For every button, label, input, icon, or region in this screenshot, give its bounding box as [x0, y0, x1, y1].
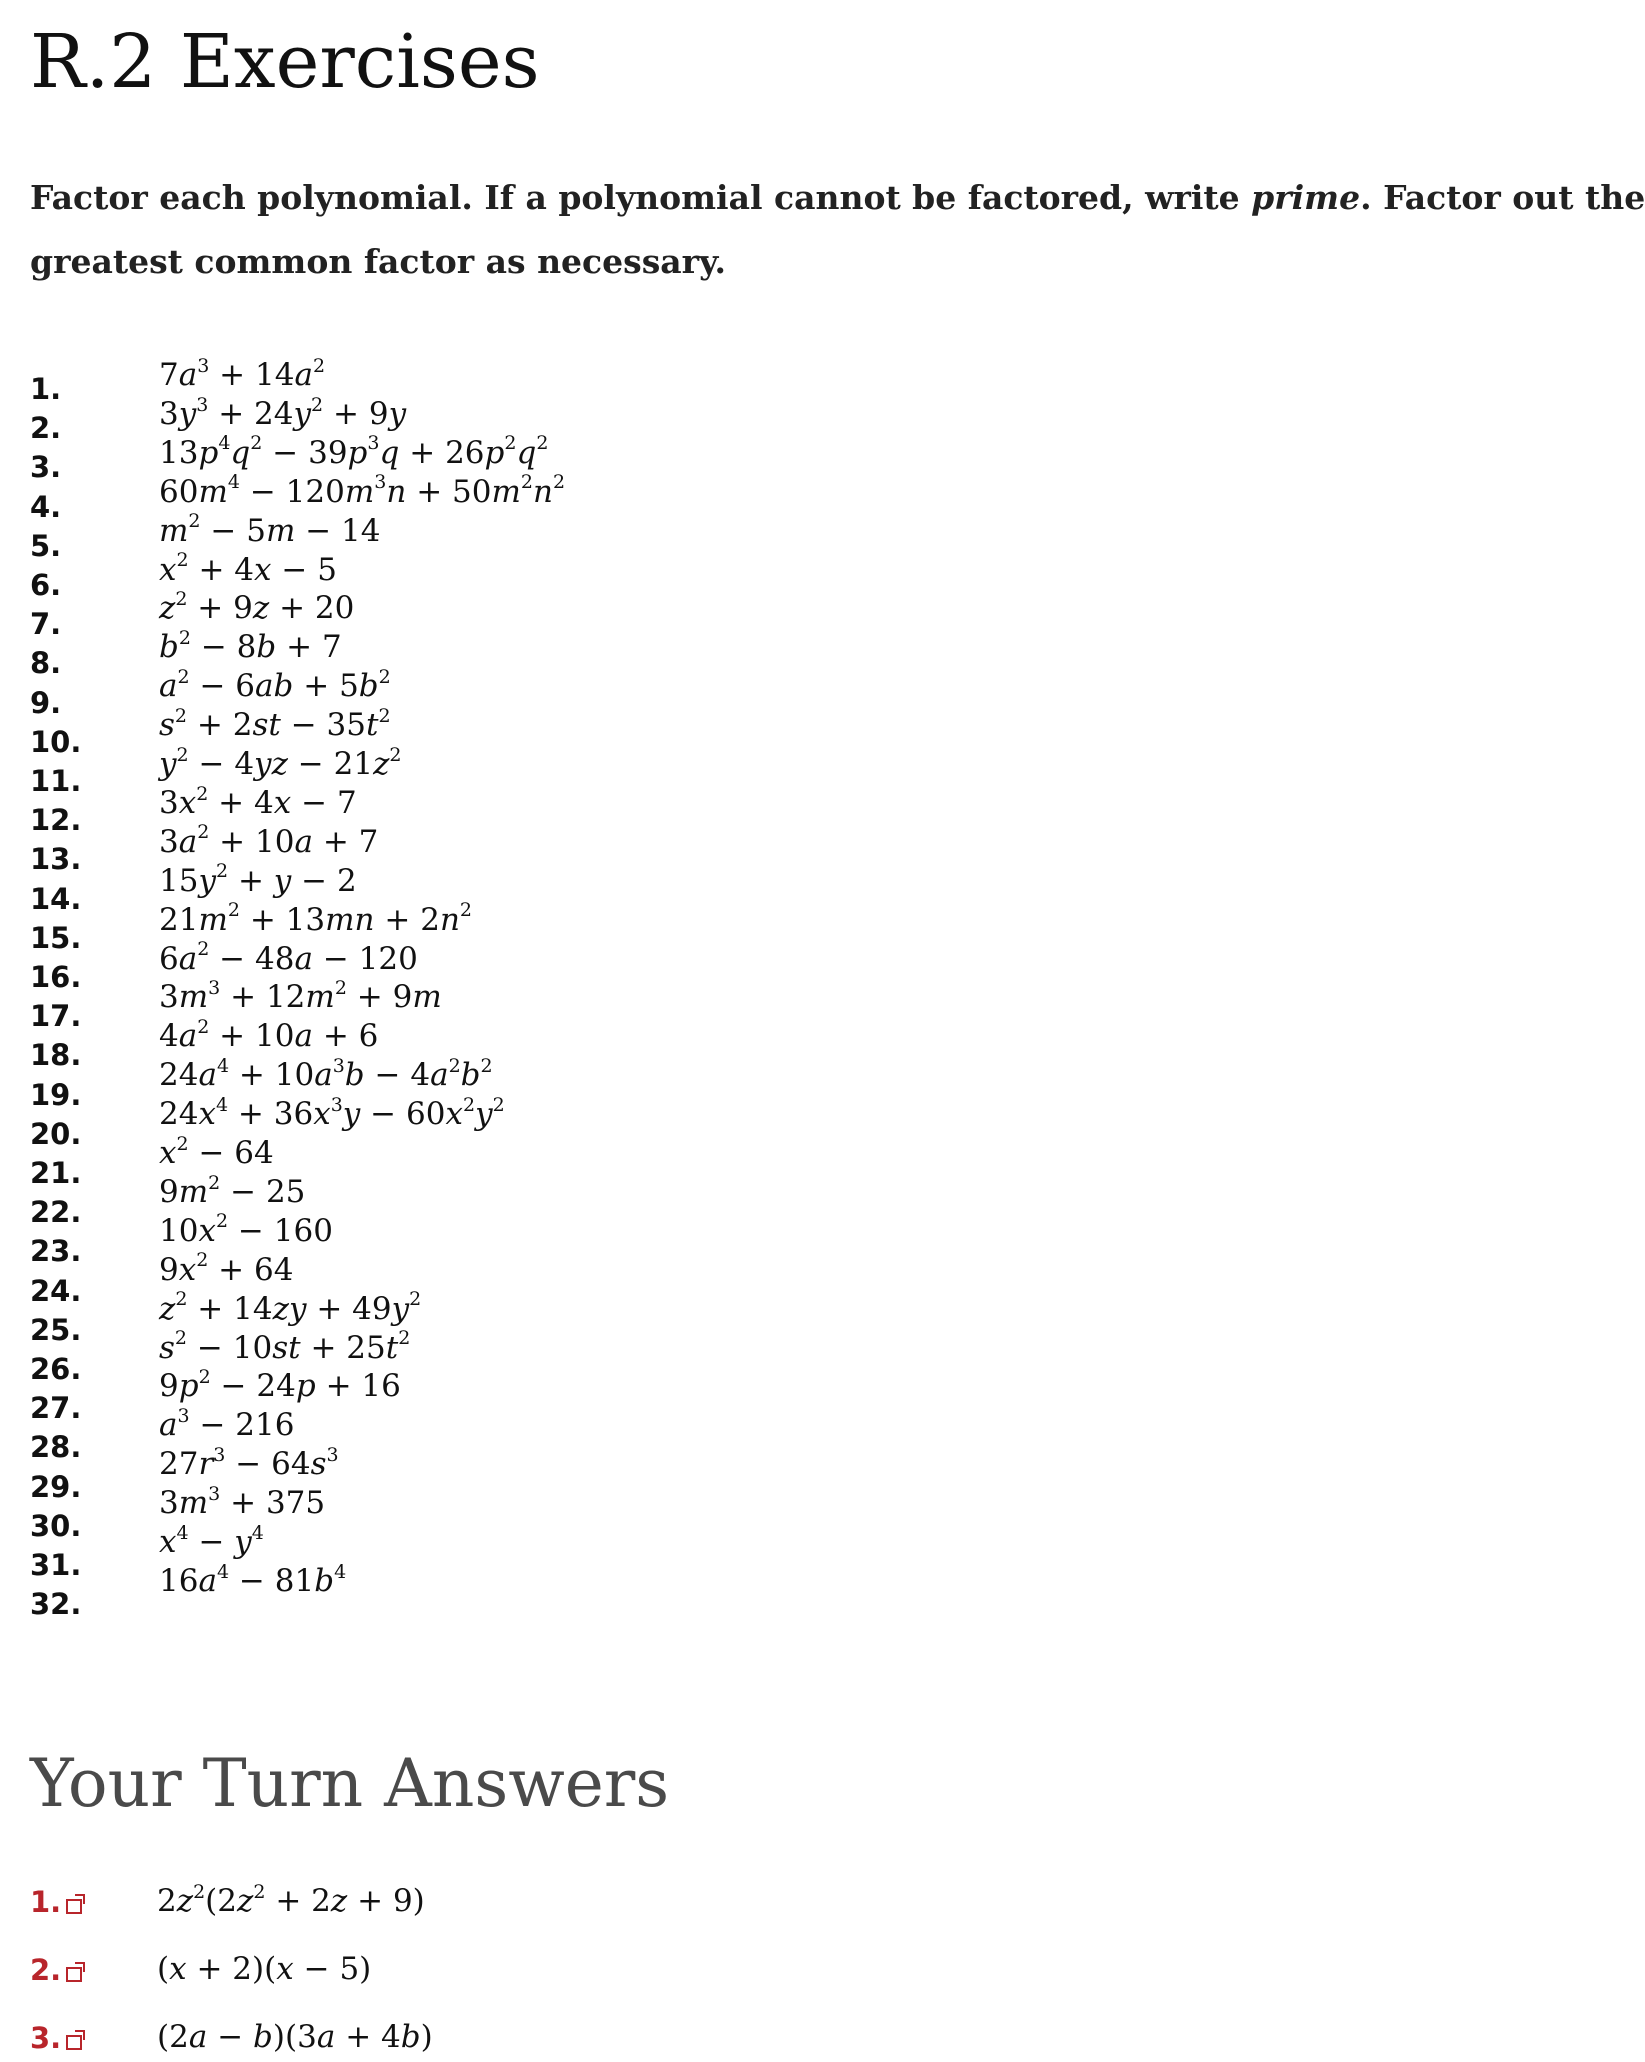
exercise-expression: $3m^3 + 12m^2 + 9m$: [159, 977, 442, 1016]
exercise-expression: $6a^2 - 48a - 120$: [159, 938, 418, 977]
exercise-expression: $24x^4 + 36x^3y - 60x^2y^2$: [159, 1093, 505, 1133]
answer-link[interactable]: [30, 1950, 82, 1990]
instructions-text-b: . Factor out the: [1360, 178, 1645, 217]
exercise-number: 10.: [30, 724, 82, 759]
exercise-list: [30, 0, 930, 1640]
exercise-number: 9.: [30, 685, 62, 720]
answer-expression: (x + 2)(x − 5): [157, 1951, 372, 1987]
answer-number: 1.: [30, 1885, 62, 1919]
exercise-number: 31.: [30, 1548, 82, 1582]
exercise-expression: $7a^3 + 14a^2$: [159, 354, 326, 393]
answer-number: 3.: [30, 2021, 62, 2055]
instructions-line-2: greatest common factor as necessary.: [30, 242, 726, 281]
exercise-expression: $s^2 - 10st + 25t^2$: [159, 1327, 411, 1366]
exercise-expression: $3x^2 + 4x - 7$: [159, 782, 357, 821]
exercise-number: 2.: [30, 411, 62, 446]
answer-expression: $2z^2(2z^2 + 2z + 9)$: [157, 1880, 425, 1919]
exercise-expression: $13p^4q^2 - 39p^3q + 26p^2q^2$: [159, 432, 549, 471]
exercise-number: 29.: [30, 1469, 82, 1504]
external-link-icon[interactable]: [64, 2030, 82, 2048]
exercise-expression: $z^2 + 14zy + 49y^2$: [159, 1288, 422, 1327]
exercise-number: 27.: [30, 1391, 82, 1426]
exercise-expression: $4a^2 + 10a + 6$: [159, 1015, 379, 1055]
exercise-number: 13.: [30, 842, 82, 877]
exercise-expression: $y^2 - 4yz - 21z^2$: [159, 743, 402, 782]
exercise-expression: $a^3 - 216$: [159, 1404, 295, 1444]
exercise-number: 5.: [30, 528, 62, 563]
answer-link[interactable]: [30, 1882, 82, 1922]
exercise-expression: $10x^2 - 160$: [159, 1210, 333, 1249]
exercise-number: 15.: [30, 920, 82, 955]
exercise-number: 16.: [30, 960, 82, 994]
exercise-number: 8.: [30, 646, 62, 681]
exercise-expression: $m^2 - 5m - 14$: [159, 510, 381, 549]
exercise-number: 6.: [30, 568, 62, 602]
exercise-number: 18.: [30, 1038, 82, 1073]
exercise-number: 20.: [30, 1116, 82, 1151]
exercise-number: 24.: [30, 1273, 82, 1308]
exercise-number: 22.: [30, 1195, 82, 1230]
answers-heading: Your Turn Answers: [30, 1745, 670, 1822]
exercise-number: 30.: [30, 1508, 82, 1543]
exercise-number: 12.: [30, 803, 82, 838]
exercise-number: 4.: [30, 489, 62, 524]
exercise-number: 23.: [30, 1234, 82, 1269]
exercise-number: 26.: [30, 1352, 82, 1386]
exercise-expression: $9x^2 + 64$: [159, 1249, 294, 1288]
instructions-emphasis: prime: [1251, 178, 1361, 217]
exercise-expression: $27r^3 - 64s^3$: [159, 1443, 339, 1483]
exercise-expression: $s^2 + 2st - 35t^2$: [159, 704, 391, 744]
exercise-expression: $21m^2 + 13mn + 2n^2$: [159, 899, 473, 938]
external-link-icon[interactable]: [64, 1962, 82, 1980]
exercise-expression: $3y^3 + 24y^2 + 9y$: [159, 393, 407, 432]
answer-expression: (2a − b)(3a + 4b): [157, 2019, 433, 2055]
exercise-number: 14.: [30, 881, 82, 916]
exercise-expression: $a^2 - 6ab + 5b^2$: [159, 665, 391, 705]
exercise-expression: $x^2 + 4x - 5$: [159, 549, 337, 588]
exercise-expression: $x^4 - y^4$: [159, 1521, 264, 1560]
exercise-expression: $3m^3 + 375$: [159, 1482, 326, 1522]
answer-link[interactable]: [30, 2018, 82, 2058]
exercise-number: 11.: [30, 764, 82, 798]
exercise-number: 17.: [30, 999, 82, 1034]
exercise-expression: $24a^4 + 10a^3b - 4a^2b^2$: [159, 1054, 493, 1094]
instructions-text-a: Factor each polynomial. If a polynomial cannot be factored, write: [30, 178, 1252, 217]
exercise-expression: $60m^4 - 120m^3n + 50m^2n^2$: [159, 471, 566, 510]
exercise-number: 19.: [30, 1077, 82, 1112]
exercise-number: 21.: [30, 1156, 82, 1190]
page-title: R.2 Exercises: [30, 19, 540, 105]
exercise-number: 1.: [30, 372, 62, 406]
exercise-number: 32.: [30, 1587, 82, 1622]
exercise-expression: $x^2 - 64$: [159, 1132, 274, 1171]
exercise-number: 28.: [30, 1430, 82, 1465]
external-link-icon[interactable]: [64, 1894, 82, 1912]
exercise-expression: $9m^2 - 25$: [159, 1171, 306, 1210]
exercise-expression: $3a^2 + 10a + 7$: [159, 821, 379, 860]
exercise-expression: $b^2 - 8b + 7$: [159, 626, 342, 666]
exercise-number: 7.: [30, 607, 62, 642]
exercise-expression: $16a^4 - 81b^4$: [159, 1560, 347, 1599]
exercise-expression: $15y^2 + y - 2$: [159, 860, 357, 899]
exercise-expression: $z^2 + 9z + 20$: [159, 588, 355, 627]
exercise-expression: $9p^2 - 24p + 16$: [159, 1366, 401, 1405]
exercise-number: 25.: [30, 1312, 82, 1347]
exercise-number: 3.: [30, 450, 62, 485]
answer-number: 2.: [30, 1953, 62, 1987]
